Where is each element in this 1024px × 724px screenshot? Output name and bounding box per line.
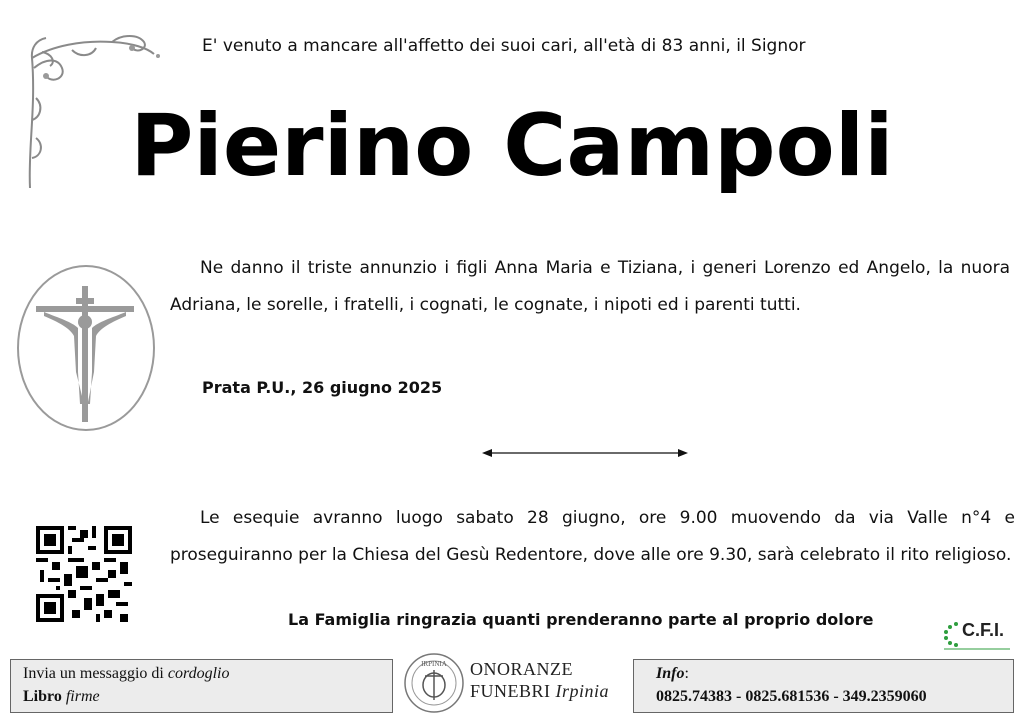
place-date: Prata P.U., 26 giugno 2025 — [202, 378, 443, 397]
brand-line1: ONORANZE — [470, 659, 573, 679]
seal-logo-icon — [403, 652, 465, 714]
info-box — [633, 659, 1014, 713]
cfi-logo — [940, 618, 1014, 656]
info-phones[interactable]: 0825.74383 - 0825.681536 - 349.2359060 — [656, 688, 927, 705]
double-arrow-icon — [480, 444, 690, 462]
cfi-label: C.F.I. — [962, 620, 1005, 640]
guestbook-link[interactable]: Libro firme — [23, 688, 100, 705]
intro-text: E' venuto a mancare all'affetto dei suoi cari, all'età di 83 anni, il Signor — [202, 36, 806, 56]
thanks-text: La Famiglia ringrazia quanti prenderanno parte al proprio dolore — [288, 610, 874, 629]
seal-text: IRPINIA — [421, 660, 447, 668]
brand-name — [470, 658, 609, 702]
crucifix-icon — [14, 262, 158, 434]
funeral-paragraph: Le esequie avranno luogo sabato 28 giugno, ore 9.00 muovendo da via Valle n°4 e proseguiranno per la Chiesa del Gesù Redentore, dove alle ore 9.30, sarà celebrato il rito religioso. — [170, 508, 1015, 565]
qr-code-icon[interactable] — [36, 526, 132, 622]
deceased-name: Pierino Campoli — [130, 96, 894, 196]
info-label: Info: — [656, 665, 689, 682]
announcement-paragraph: Ne danno il triste annunzio i figli Anna Maria e Tiziana, i generi Lorenzo ed Angelo, la nuora Adriana, le sorelle, i fratelli, i cognati, le cognate, i nipoti ed i parenti tutti. — [170, 258, 1010, 315]
brand-line2: FUNEBRI Irpinia — [470, 681, 610, 701]
condolence-link[interactable]: Invia un messaggio di cordoglio — [23, 665, 230, 682]
condolence-box[interactable] — [10, 659, 393, 713]
